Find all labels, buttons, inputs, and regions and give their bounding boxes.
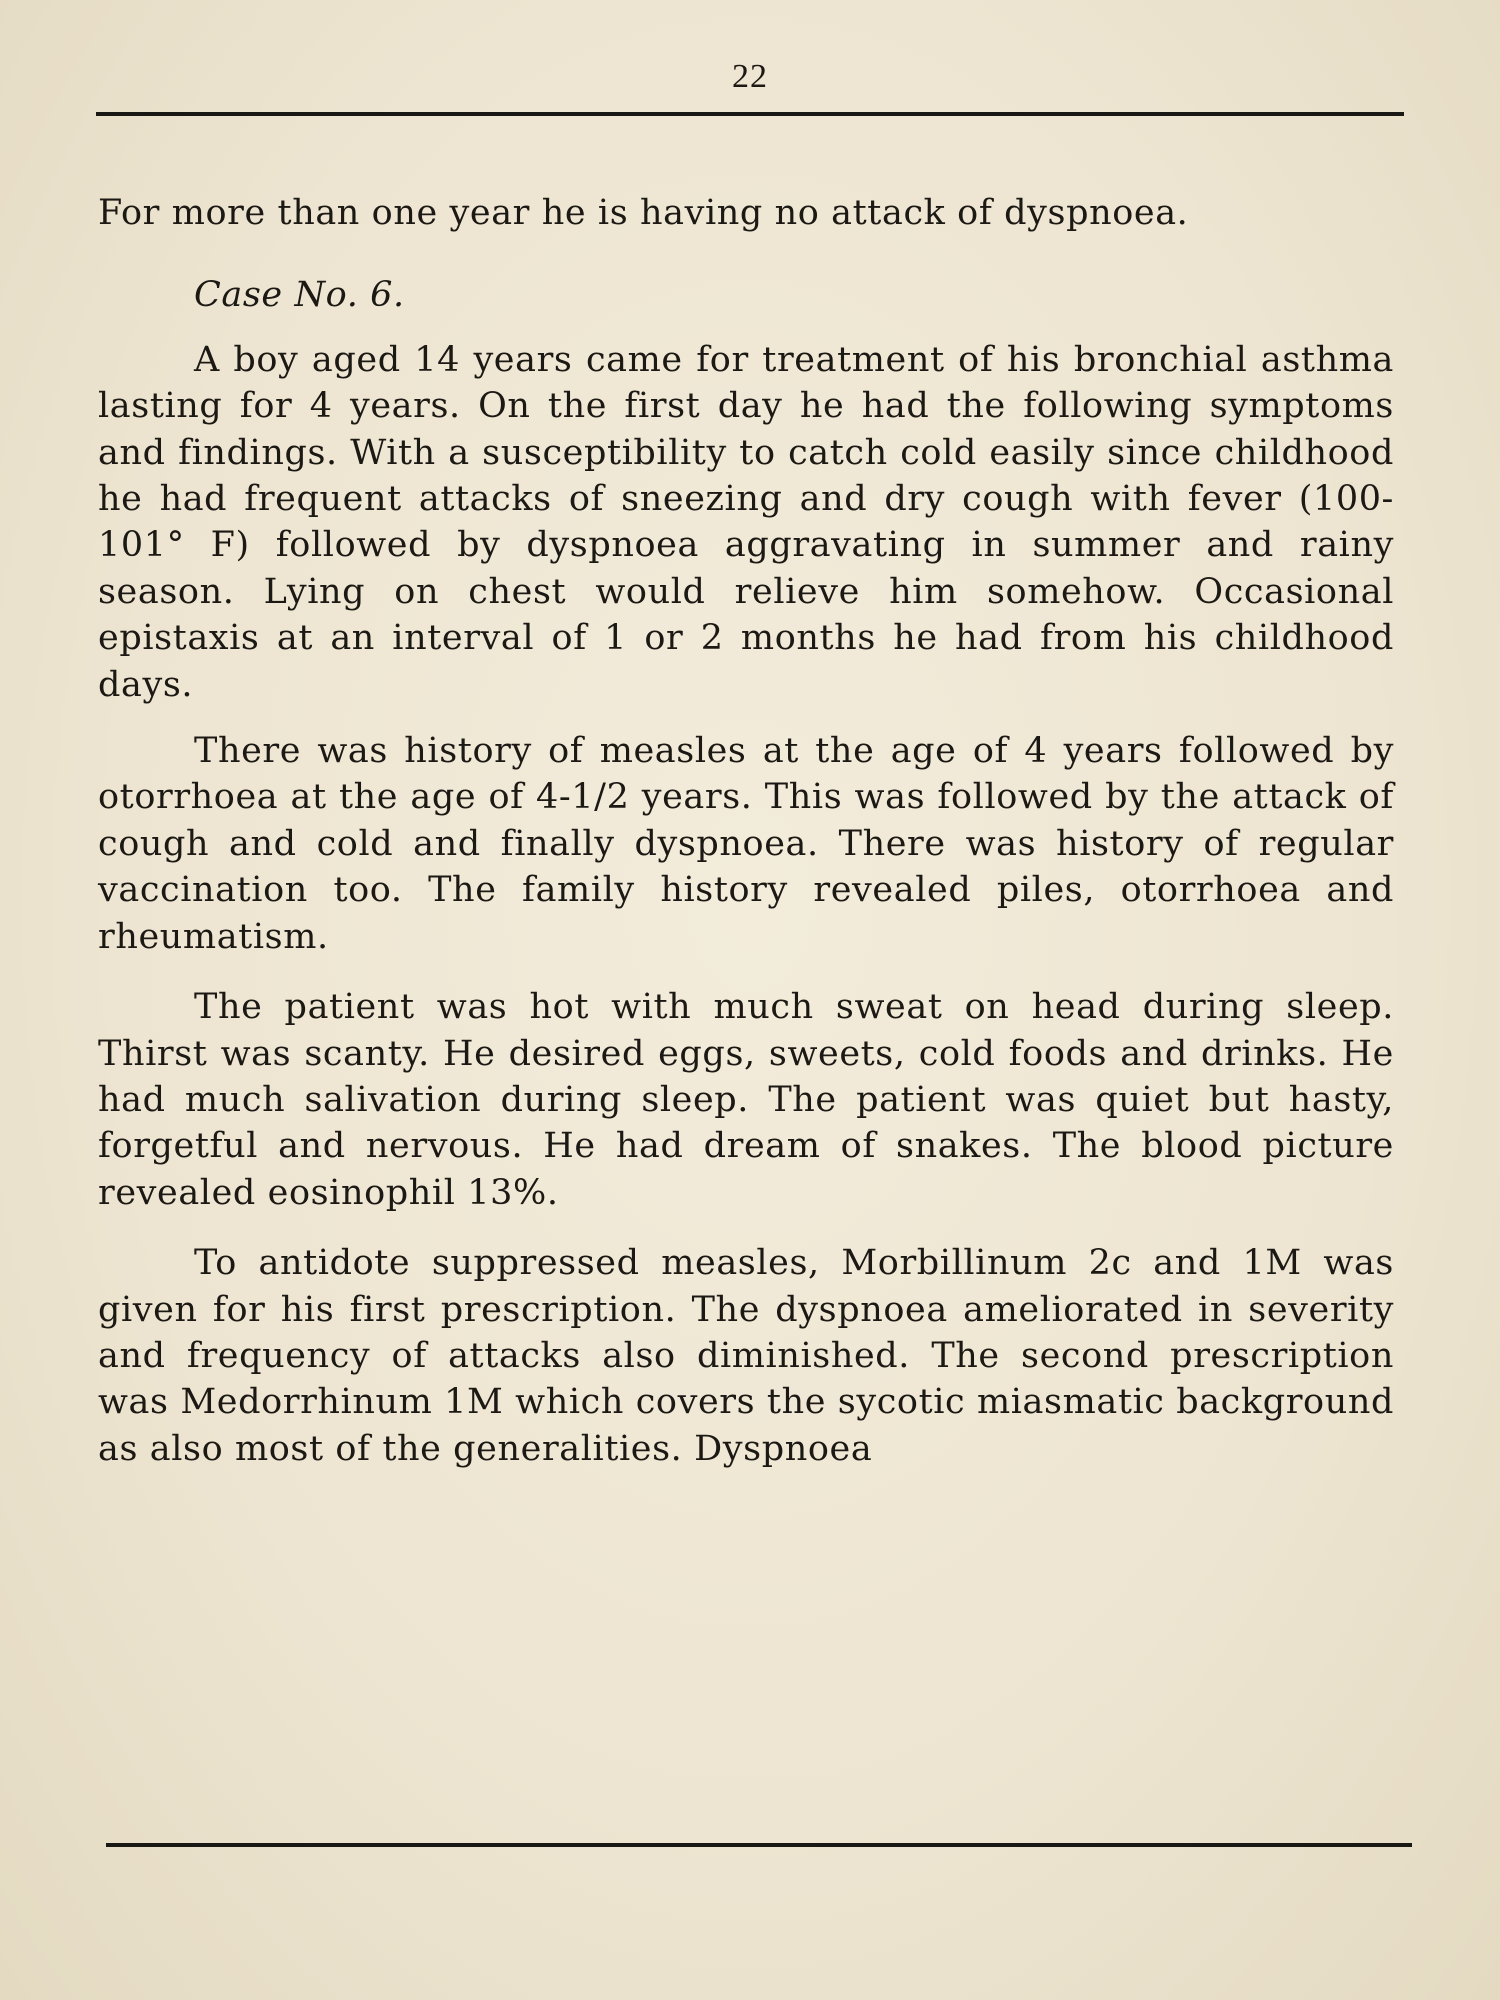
paragraph-case-presentation: A boy aged 14 years came for treatment of his bronchial asthma lasting for 4 years. On the first day he had the following symptoms and findings. With a susceptibility to catch cold easily since childhood he had frequent attacks of sneezing and dry cough with fever (100-101° F) followed by dyspnoea aggravating in summer and rainy season. Lying on chest would relieve him somehow. Occasional epistaxis at an interval of 1 or 2 months he had from his childhood days. (98, 339, 1394, 705)
body-text (98, 190, 1394, 1472)
case-heading: Case No. 6. (194, 275, 405, 316)
paragraph-symptoms: The patient was hot with much sweat on head during sleep. Thirst was scanty. He desired eggs, sweets, cold foods and drinks. He had much salivation during sleep. The patient was quiet but hasty, forgetful and nervous. He had dream of snakes. The blood picture revealed eosinophil 13%. (98, 987, 1394, 1213)
paragraph-history: There was history of measles at the age of 4 years followed by otorrhoea at the age of 4-1/2 years. This was followed by the attack of cough and cold and finally dyspnoea. There was history of regular vaccination too. The family history revealed piles, otorrhoea and rheumatism. (98, 731, 1394, 957)
paragraph-prescription: To antidote suppressed measles, Morbillinum 2c and 1M was given for his first prescription. The dyspnoea ameliorated in severity and frequency of attacks also diminished. The second prescription was Medorrhinum 1M which covers the sycotic miasmatic background as also most of the generalities. Dyspnoea (98, 1243, 1394, 1469)
footer-rule (106, 1843, 1412, 1847)
header-rule (96, 112, 1404, 116)
page-number: 22 (732, 58, 768, 95)
paragraph-continuation: For more than one year he is having no attack of dyspnoea. (98, 193, 1189, 233)
